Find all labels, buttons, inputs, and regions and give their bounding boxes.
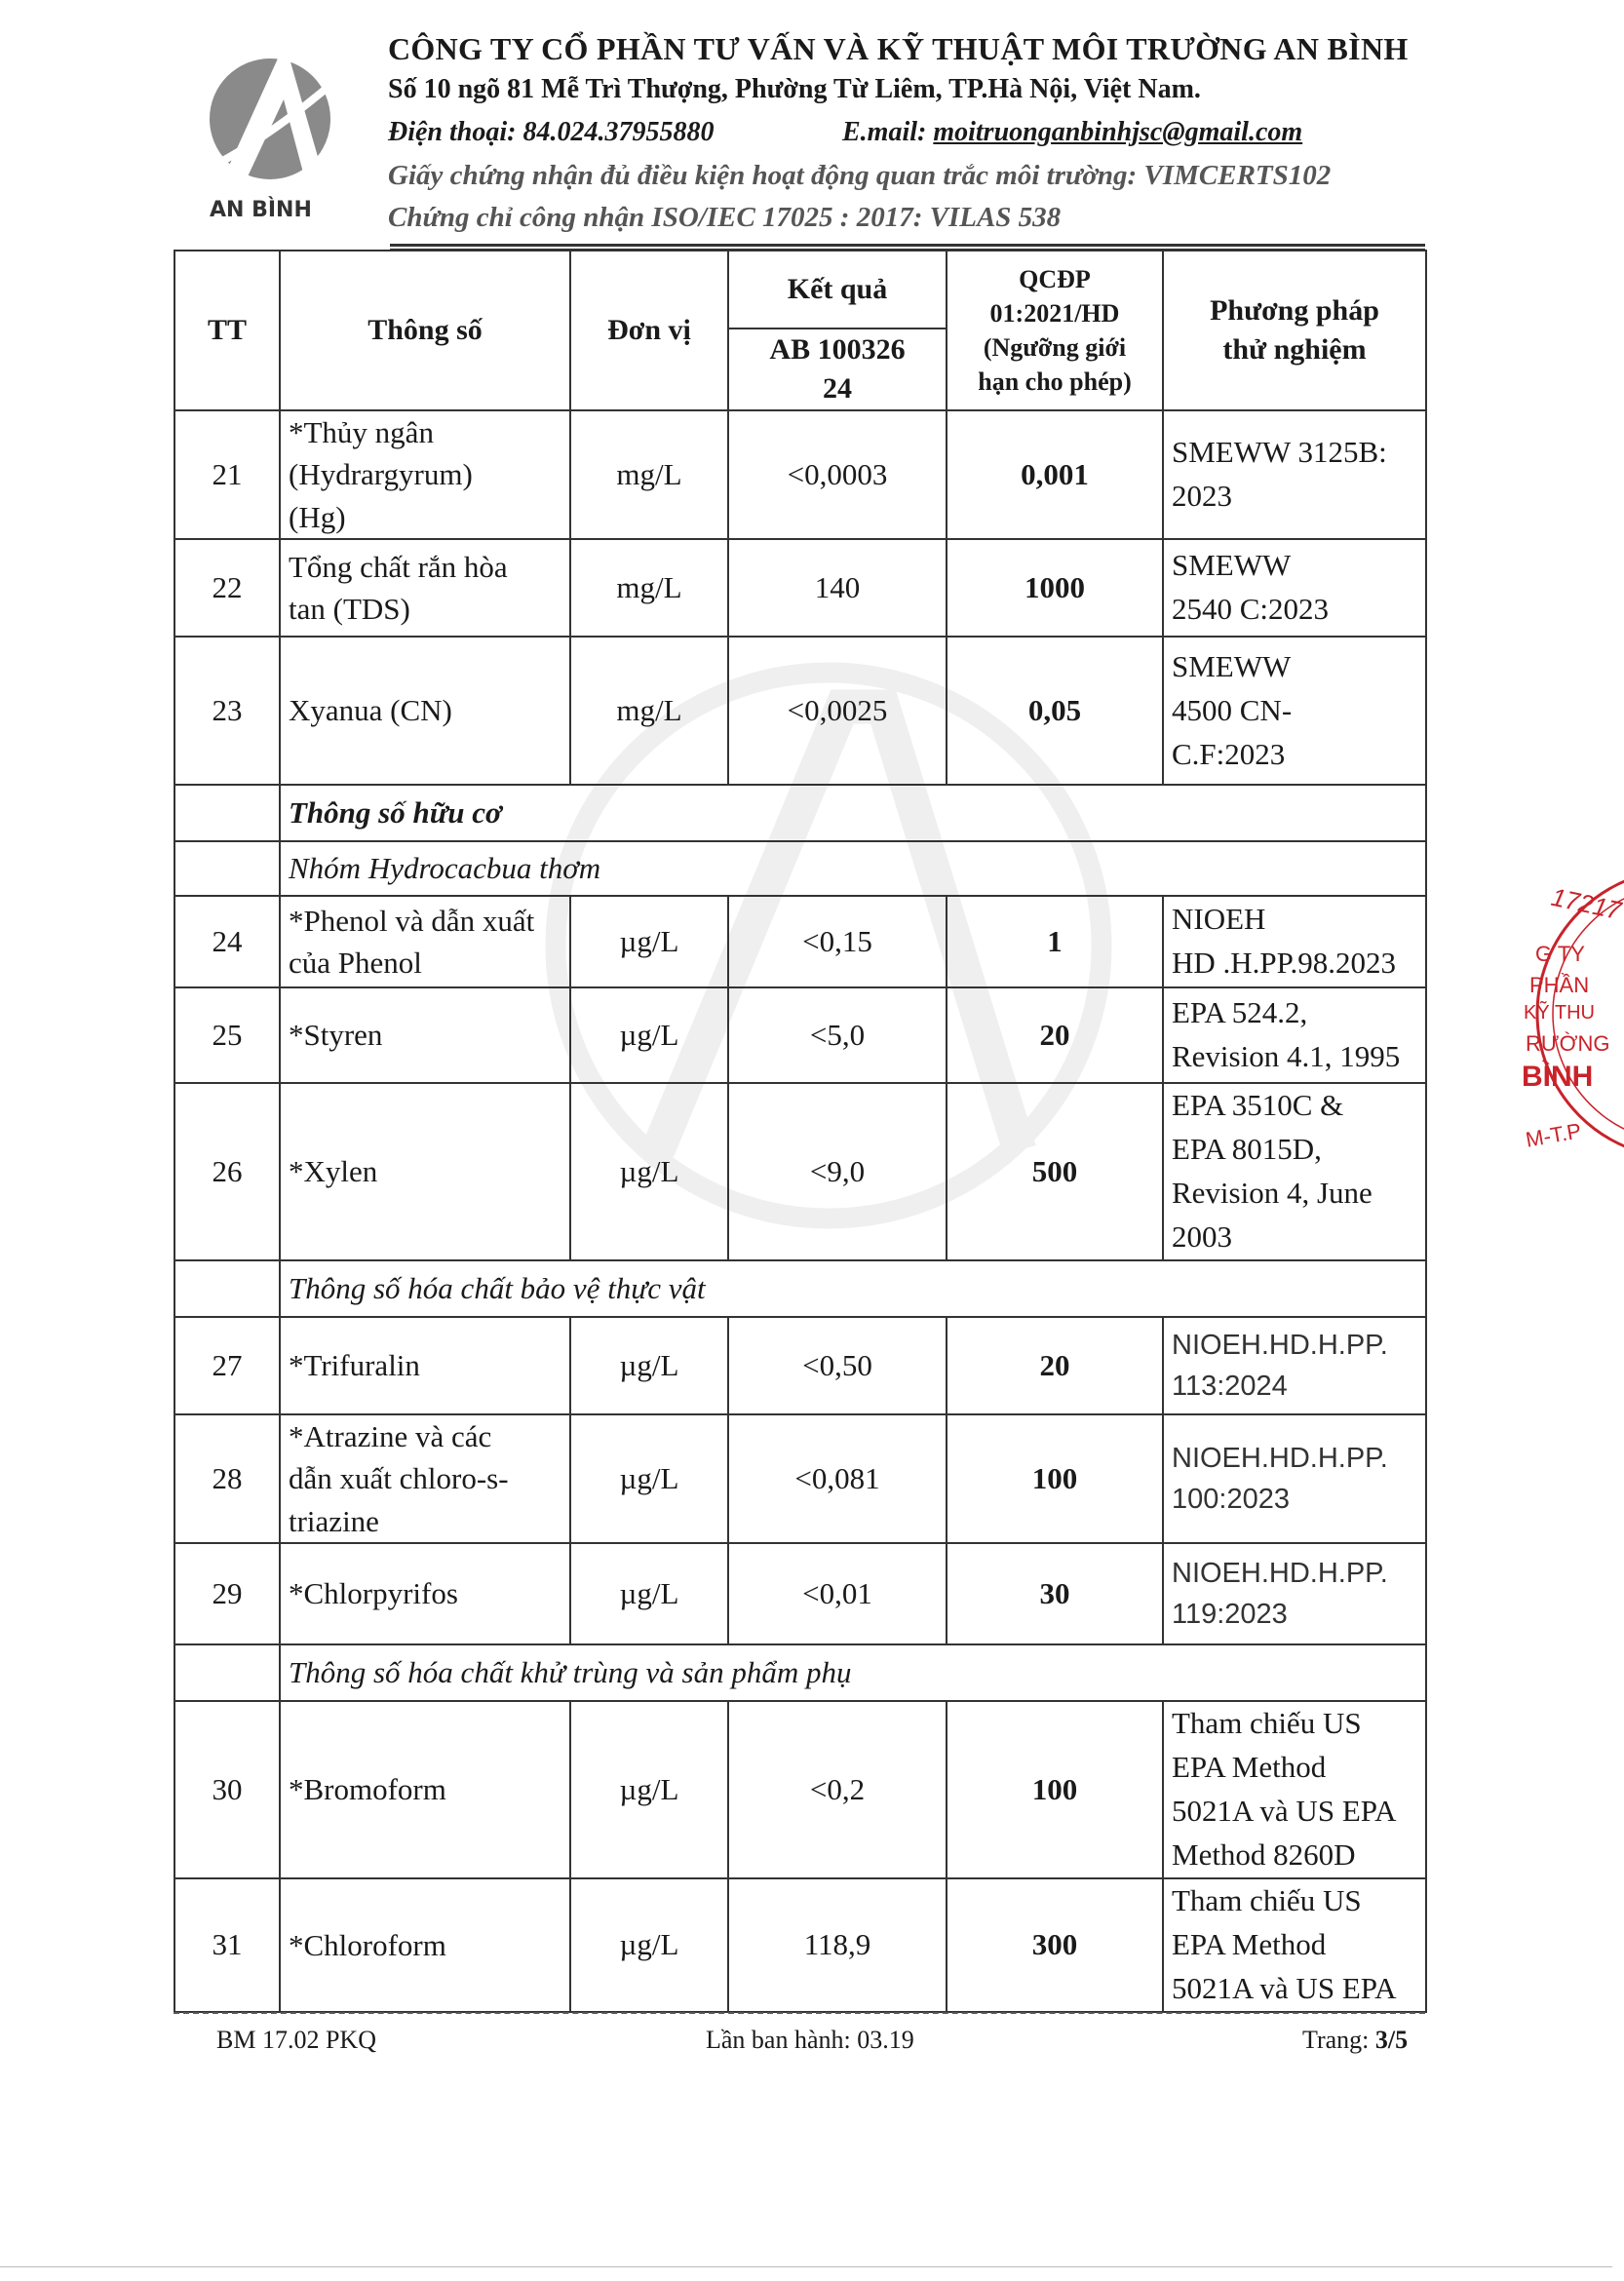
- row-unit: µg/L: [570, 896, 728, 987]
- row-result: <0,0003: [728, 410, 947, 539]
- footer-rule: [174, 2012, 1425, 2014]
- row-tt: 29: [174, 1543, 280, 1644]
- header-result: Kết quả: [728, 251, 947, 329]
- row-param: *Trifuralin: [280, 1317, 570, 1414]
- company-logo: [200, 41, 346, 226]
- stamp-line-4: KỸ THU: [1524, 1002, 1595, 1024]
- table-row: [174, 1317, 1426, 1414]
- table-row: [174, 987, 1426, 1083]
- email: [842, 119, 1302, 146]
- row-unit: µg/L: [570, 1414, 728, 1543]
- header-qc-2: 01:2021/HD: [989, 298, 1120, 328]
- certificate-vilas: Chứng chỉ công nhận ISO/IEC 17025 : 2017: VILAS 538: [388, 202, 1062, 233]
- phone-label: Điện thoại:: [388, 117, 517, 147]
- logo-text: AN BÌNH: [210, 198, 312, 222]
- row-param: *Atrazine và các dẫn xuất chloro-s- triazine: [280, 1414, 570, 1543]
- section-tt-empty: [174, 1260, 280, 1317]
- row-tt: 27: [174, 1317, 280, 1414]
- row-unit: mg/L: [570, 410, 728, 539]
- table-row: [174, 539, 1426, 637]
- section-row: [174, 841, 1426, 896]
- row-limit: 20: [947, 1317, 1163, 1414]
- row-method: SMEWW 4500 CN- C.F:2023: [1163, 637, 1426, 785]
- email-label: E.mail:: [842, 117, 927, 147]
- section-row: [174, 1644, 1426, 1701]
- row-method: SMEWW 2540 C:2023: [1163, 539, 1426, 637]
- row-result: 118,9: [728, 1878, 947, 2012]
- header-unit: Đơn vị: [570, 251, 728, 410]
- section-aromatic: Nhóm Hydrocacbua thơm: [280, 841, 1426, 896]
- company-address: Số 10 ngõ 81 Mễ Trì Thượng, Phường Từ Liêm, TP.Hà Nội, Việt Nam.: [388, 74, 1201, 104]
- row-unit: µg/L: [570, 1543, 728, 1644]
- row-result: <0,081: [728, 1414, 947, 1543]
- section-organic: Thông số hữu cơ: [280, 785, 1426, 841]
- row-unit: µg/L: [570, 1878, 728, 2012]
- table-row: [174, 637, 1426, 785]
- row-limit: 100: [947, 1414, 1163, 1543]
- section-row: [174, 1260, 1426, 1317]
- header-qc-3: (Ngưỡng giới: [983, 333, 1127, 362]
- header-sample-2: 24: [823, 372, 852, 405]
- header-tt: TT: [174, 251, 280, 410]
- row-result: <5,0: [728, 987, 947, 1083]
- row-result: <0,50: [728, 1317, 947, 1414]
- row-method: NIOEH.HD.H.PP. 100:2023: [1163, 1414, 1426, 1543]
- row-unit: µg/L: [570, 1317, 728, 1414]
- row-limit: 100: [947, 1701, 1163, 1878]
- table-row: [174, 410, 1426, 539]
- row-method: NIOEH HD .H.PP.98.2023: [1163, 896, 1426, 987]
- row-result: <0,2: [728, 1701, 947, 1878]
- row-tt: 24: [174, 896, 280, 987]
- results-table: [174, 250, 1425, 2013]
- row-result: <0,01: [728, 1543, 947, 1644]
- row-limit: 0,05: [947, 637, 1163, 785]
- row-method: NIOEH.HD.H.PP. 119:2023: [1163, 1543, 1426, 1644]
- row-param: Tổng chất rắn hòa tan (TDS): [280, 539, 570, 637]
- row-limit: 300: [947, 1878, 1163, 2012]
- company-stamp: [1516, 868, 1624, 1160]
- row-param: *Chloroform: [280, 1878, 570, 2012]
- row-limit: 30: [947, 1543, 1163, 1644]
- row-method: NIOEH.HD.H.PP. 113:2024: [1163, 1317, 1426, 1414]
- section-tt-empty: [174, 1644, 280, 1701]
- row-method: SMEWW 3125B: 2023: [1163, 410, 1426, 539]
- row-limit: 500: [947, 1083, 1163, 1260]
- section-disinfect: Thông số hóa chất khử trùng và sản phẩm phụ: [280, 1644, 1426, 1701]
- company-name: CÔNG TY CỔ PHẦN TƯ VẤN VÀ KỸ THUẬT MÔI TRƯỜNG AN BÌNH: [388, 31, 1409, 66]
- row-unit: µg/L: [570, 987, 728, 1083]
- row-tt: 30: [174, 1701, 280, 1878]
- section-row: [174, 785, 1426, 841]
- header-method-1: Phương pháp: [1210, 293, 1379, 327]
- row-unit: µg/L: [570, 1083, 728, 1260]
- footer-issue: Lần ban hành: 03.19: [706, 2026, 914, 2054]
- row-result: <0,15: [728, 896, 947, 987]
- section-pesticide: Thông số hóa chất bảo vệ thực vật: [280, 1260, 1426, 1317]
- row-result: <0,0025: [728, 637, 947, 785]
- table-header-row: [174, 251, 1426, 329]
- row-limit: 1: [947, 896, 1163, 987]
- stamp-line-7: M-T.P: [1524, 1118, 1584, 1152]
- header-qc-1: QCĐP: [1019, 264, 1091, 293]
- section-tt-empty: [174, 841, 280, 896]
- row-limit: 20: [947, 987, 1163, 1083]
- row-unit: µg/L: [570, 1701, 728, 1878]
- header-method-2: thử nghiệm: [1222, 333, 1367, 366]
- row-param: *Thủy ngân (Hydrargyrum) (Hg): [280, 410, 570, 539]
- table-row: [174, 1414, 1426, 1543]
- header-method: [1163, 251, 1426, 410]
- row-tt: 23: [174, 637, 280, 785]
- footer-form-code: BM 17.02 PKQ: [216, 2026, 376, 2054]
- row-unit: mg/L: [570, 539, 728, 637]
- table-row: [174, 1701, 1426, 1878]
- row-method: EPA 3510C & EPA 8015D, Revision 4, June 2003: [1163, 1083, 1426, 1260]
- row-method: Tham chiếu US EPA Method 5021A và US EPA: [1163, 1878, 1426, 2012]
- page-total: /5: [1387, 2026, 1409, 2054]
- header-qc-4: hạn cho phép): [978, 367, 1132, 397]
- row-tt: 21: [174, 410, 280, 539]
- row-param: *Chlorpyrifos: [280, 1543, 570, 1644]
- row-param: *Bromoform: [280, 1701, 570, 1878]
- row-tt: 31: [174, 1878, 280, 2012]
- page-current: 3: [1374, 2026, 1388, 2054]
- phone-number: 84.024.37955880: [522, 117, 715, 147]
- certificate-vimcerts: Giấy chứng nhận đủ điều kiện hoạt động quan trắc môi trường: VIMCERTS102: [388, 160, 1332, 191]
- table-row: [174, 896, 1426, 987]
- email-address[interactable]: moitruonganbinhjsc@gmail.com: [933, 117, 1303, 147]
- phone: [388, 119, 714, 146]
- row-tt: 25: [174, 987, 280, 1083]
- row-method: Tham chiếu US EPA Method 5021A và US EPA Method 8260D: [1163, 1701, 1426, 1878]
- header-sample: [728, 329, 947, 410]
- row-limit: 0,001: [947, 410, 1163, 539]
- row-param: *Phenol và dẫn xuất của Phenol: [280, 896, 570, 987]
- row-result: 140: [728, 539, 947, 637]
- table-row: [174, 1543, 1426, 1644]
- stamp-line-6: BÌNH: [1522, 1061, 1594, 1093]
- row-unit: mg/L: [570, 637, 728, 785]
- row-param: *Styren: [280, 987, 570, 1083]
- row-tt: 28: [174, 1414, 280, 1543]
- header-param: Thông số: [280, 251, 570, 410]
- page-label: Trang:: [1302, 2026, 1370, 2054]
- row-tt: 26: [174, 1083, 280, 1260]
- company-contact: [388, 117, 1303, 147]
- stamp-line-3: PHẦN: [1529, 973, 1590, 997]
- row-param: *Xylen: [280, 1083, 570, 1260]
- footer-page: [1302, 2026, 1408, 2055]
- row-result: <9,0: [728, 1083, 947, 1260]
- section-tt-empty: [174, 785, 280, 841]
- row-param: Xyanua (CN): [280, 637, 570, 785]
- row-limit: 1000: [947, 539, 1163, 637]
- table-row: [174, 1083, 1426, 1260]
- row-tt: 22: [174, 539, 280, 637]
- stamp-line-5: RƯỜNG: [1526, 1031, 1610, 1056]
- stamp-line-2: G TY: [1535, 942, 1585, 966]
- header-sample-1: AB 100326: [769, 332, 906, 366]
- table-row: [174, 1878, 1426, 2012]
- scan-edge: [0, 2266, 1612, 2267]
- stamp-line-1: 17217: [1548, 881, 1624, 926]
- header-rule: [390, 244, 1425, 247]
- header-qc: [947, 251, 1163, 410]
- row-method: EPA 524.2, Revision 4.1, 1995: [1163, 987, 1426, 1083]
